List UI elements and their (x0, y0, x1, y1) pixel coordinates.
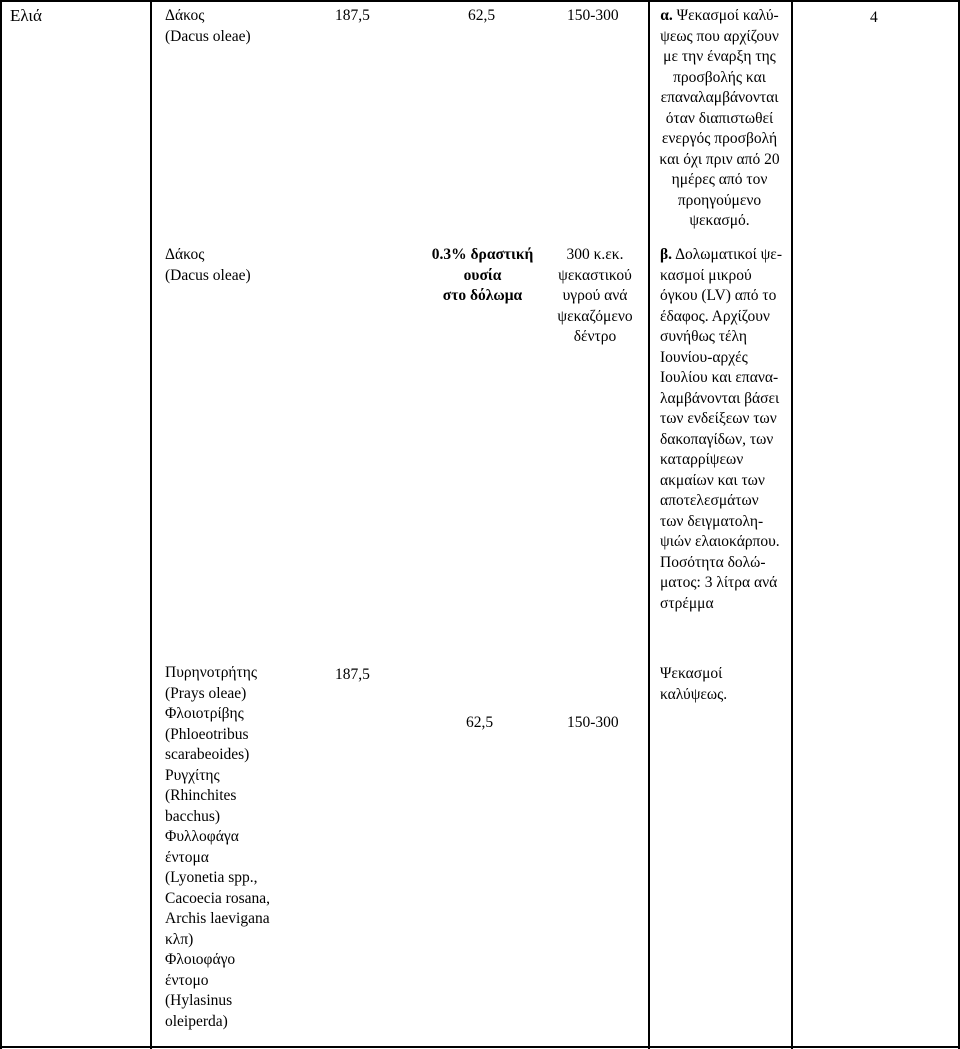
row1-col4-value: 62,5 (468, 7, 496, 24)
row3-col3-value: 187,5 (335, 666, 370, 683)
row2-method-line: των δειγματολη- (660, 512, 764, 530)
row2-method-line: ψιών ελαιοκάρπου. (660, 533, 780, 550)
row2-method-line: συνήθως τέλη (660, 328, 748, 345)
row3-pest-line: Ρυγχίτης (165, 766, 220, 784)
row2-method-line: των ενδείξεων των (660, 410, 777, 427)
row3-pest-line: Cacoecia rosana, (165, 889, 270, 907)
row2-volume-line: 300 κ.εκ. (566, 246, 624, 263)
row3-pest-line: Archis laevigana (165, 910, 270, 927)
row1-col3-value: 187,5 (335, 7, 370, 24)
row1-method-line: α. Ψεκασμοί καλύ- (660, 7, 779, 24)
row3-pest-line: (Lyonetia spp., (165, 869, 258, 886)
row3-pest-line: κλπ) (165, 930, 194, 948)
row3-pest-line: Φλοιοτρίβης (165, 705, 244, 722)
row1-method-line: με την έναρξη της (663, 48, 776, 65)
row1-method-line: ενεργός προσβολή (661, 130, 778, 147)
row1-method-line: ψεκασμό. (689, 212, 750, 229)
row1-method-line: και όχι πριν από 20 (659, 150, 780, 168)
row1-pest-latin-name: (Dacus oleae) (165, 27, 251, 45)
row3-pest-line: oleiperda) (165, 1012, 228, 1030)
row1-method-line: προηγούμενο (677, 191, 762, 209)
row2-method-line: Ιουλίου και επανα- (660, 369, 779, 386)
row3-col4-value: 62,5 (466, 714, 494, 731)
row2-method-line: κασμοί μικρού (660, 266, 752, 284)
row2-pest-common-name: Δάκος (165, 246, 205, 263)
column-divider-3 (791, 0, 793, 1049)
column-divider-1 (150, 0, 152, 1049)
row2-volume-line: ψεκαστικού (558, 266, 632, 284)
row2-method-line: καταρρίψεων (660, 451, 744, 468)
row3-pest-line: (Prays oleae) (165, 684, 247, 702)
row2-method-line: στρέμμα (660, 594, 714, 612)
row1-method-line: όταν διαπιστωθεί (665, 109, 774, 127)
crop-name: Ελιά (10, 6, 42, 25)
row1-pest-common-name: Δάκος (165, 7, 205, 24)
row2-method (660, 245, 782, 614)
row2-method-line: Ποσότητα δολώ- (660, 553, 766, 571)
row2-method-line: αποτελεσμάτων (660, 492, 759, 509)
row2-method-line: β. Δολωματικοί ψε- (660, 246, 782, 263)
row1-method-line: ψεως που αρχίζουν (660, 27, 779, 45)
row3-pest-line: (Hylasinus (165, 992, 233, 1009)
row3-pest-line: Φυλλοφάγα (165, 828, 239, 845)
row2-method-line: δακοπαγίδων, των (660, 430, 774, 448)
row3-method-line: Ψεκασμοί (660, 665, 723, 682)
row2-volume-line: υγρού ανά (562, 287, 628, 304)
row3-pest-line: (Rhinchites (165, 787, 237, 804)
row1-method-line: ημέρες από τον (671, 171, 768, 188)
row2-pest-latin-name: (Dacus oleae) (165, 266, 251, 284)
row2-method-lead: β. (660, 246, 673, 263)
table-border-bottom (0, 1046, 960, 1048)
table-border-left (0, 0, 2, 1049)
row3-pests (165, 663, 270, 1032)
page-number: 4 (870, 9, 878, 26)
row1-pest (165, 6, 251, 47)
row2-method-line: ματος: 3 λίτρα ανά (660, 574, 778, 591)
row1-method (648, 6, 791, 232)
row3-pest-line: έντομα (165, 848, 209, 866)
table-border-top (0, 0, 960, 2)
row2-method-line: λαμβάνονται βάσει (660, 389, 780, 407)
row1-method-line: επαναλαμβάνονται (660, 89, 779, 106)
row1-method-lead: α. (660, 7, 673, 24)
row3-pest-line: Φλοιοφάγο (165, 951, 236, 968)
row3-method-line: καλύψεως. (660, 685, 728, 703)
row2-dose-line: ουσία (463, 266, 502, 284)
row2-dose-line: στο δόλωμα (442, 287, 523, 304)
row2-dose-line: 0.3% δραστική (431, 246, 534, 263)
row2-volume-line: ψεκαζόμενο (557, 307, 633, 325)
row1-method-line: προσβολής και (673, 68, 766, 86)
row3-pest-line: Πυρηνοτρήτης (165, 664, 258, 681)
row3-method (660, 664, 727, 705)
row3-col5-value: 150-300 (567, 714, 619, 731)
row1-col5-value: 150-300 (567, 7, 619, 24)
row2-method-line: Ιουνίου-αρχές (660, 348, 748, 366)
row3-pest-line: bacchus) (165, 807, 221, 825)
row2-method-line: όγκου (LV) από το (660, 287, 777, 304)
row3-pest-line: scarabeoides) (165, 746, 250, 763)
row2-volume-line: δέντρο (573, 328, 617, 345)
row2-method-line: έδαφος. Αρχίζουν (660, 307, 770, 325)
row2-dose (420, 245, 545, 307)
row3-pest-line: (Phloeotribus (165, 725, 249, 743)
row2-volume (545, 245, 645, 348)
row2-pest (165, 245, 251, 286)
row2-method-line: ακμαίων και των (660, 471, 765, 489)
row3-pest-line: έντομο (165, 971, 209, 989)
